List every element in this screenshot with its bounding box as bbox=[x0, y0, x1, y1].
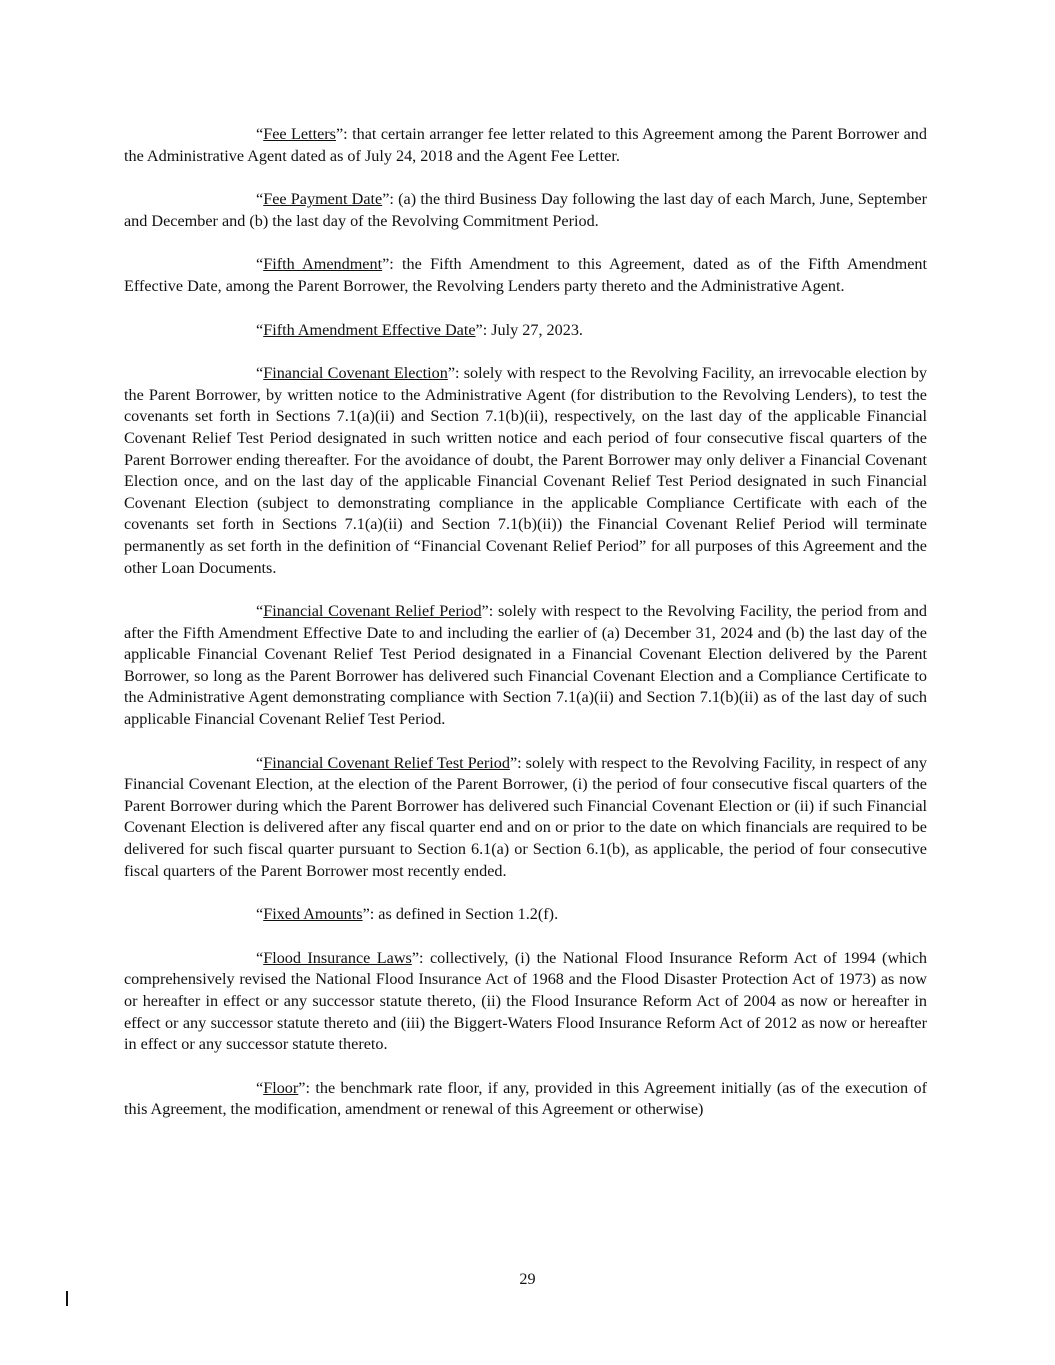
definition-floor bbox=[124, 1078, 927, 1121]
open-quote: “ bbox=[256, 190, 264, 209]
open-quote: “ bbox=[256, 364, 264, 383]
definition-text: : solely with respect to the Revolving Facility, in respect of any Financial Covenant Election, at the election of the Parent Borrower, (i) the period of four consecutive fiscal quarters of the Parent Borrower during which the Parent Borrower has delivered such Financial Covenant Election or (ii) if such Financial Covenant Election is delivered after any fiscal quarter end and on or prior to the date on which financials are required to be delivered for such fiscal quarter pursuant to Section 6.1(a) or Section 6.1(b), as applicable, the period of four consecutive fiscal quarters of the Parent Borrower most recently ended. bbox=[124, 753, 927, 880]
close-quote: ” bbox=[382, 255, 390, 274]
definition-fifth-amendment-effective-date bbox=[124, 320, 927, 342]
definition-text: : as defined in Section 1.2(f). bbox=[369, 905, 559, 924]
definition-financial-covenant-relief-test-period bbox=[124, 753, 927, 883]
defined-term: Financial Covenant Election bbox=[263, 364, 448, 383]
defined-term: Fifth Amendment Effective Date bbox=[263, 320, 476, 339]
definition-text: : the Fifth Amendment to this Agreement, dated as of the Fifth Amendment Effective Date, among the Parent Borrower, the Revolving Lenders party thereto and the Administrative Agent. bbox=[124, 255, 928, 295]
close-quote: ” bbox=[447, 364, 456, 383]
close-quote: ” bbox=[382, 190, 390, 209]
open-quote: “ bbox=[256, 948, 264, 967]
defined-term: Fee Letters bbox=[263, 125, 336, 143]
defined-term: Flood Insurance Laws bbox=[263, 948, 412, 967]
close-quote: ” bbox=[335, 125, 344, 143]
defined-term: Fee Payment Date bbox=[263, 190, 383, 209]
open-quote: “ bbox=[256, 1078, 264, 1097]
open-quote: “ bbox=[256, 125, 264, 143]
open-quote: “ bbox=[256, 320, 264, 339]
definition-text: : solely with respect to the Revolving Facility, the period from and after the Fifth Amendment Effective Date to and including the earlier of (a) December 31, 2024 and (b) the last day of the applicable Financial Covenant Relief Test Period designated in a Financial Covenant Election delivered by the Parent Borrower, so long as the Parent Borrower has delivered such Financial Covenant Election and a Compliance Certificate to the Administrative Agent demonstrating compliance with Section 7.1(a)(ii) and Section 7.1(b)(ii) as of the last day of such applicable Financial Covenant Relief Test Period. bbox=[124, 602, 928, 729]
defined-term: Floor bbox=[263, 1078, 299, 1097]
definition-text: : that certain arranger fee letter related to this Agreement among the Parent Borrower and the Administrative Agent dated as of July 24, 2018 and the Agent Fee Letter. bbox=[124, 125, 927, 165]
definition-text: : the benchmark rate floor, if any, provided in this Agreement initially (as of the execution of this Agreement, the modification, amendment or renewal of this Agreement or otherwise) bbox=[124, 1078, 927, 1119]
definition-financial-covenant-election bbox=[124, 363, 927, 579]
page-number: 29 bbox=[519, 1270, 536, 1288]
definition-fifth-amendment bbox=[124, 254, 927, 297]
defined-term: Financial Covenant Relief Period bbox=[263, 602, 482, 621]
definition-text: : collectively, (i) the National Flood Insurance Reform Act of 1994 (which comprehensively revised the National Flood Insurance Act of 1968 and the Flood Disaster Protection Act of 1973) as now or hereafter in effect or any successor statute thereto, (ii) the Flood Insurance Reform Act of 2004 as now or hereafter in effect or any successor statute thereto and (iii) the Biggert-Waters Flood Insurance Reform Act of 2012 as now or hereafter in effect or any successor statute thereto. bbox=[124, 948, 928, 1054]
open-quote: “ bbox=[256, 753, 264, 772]
definition-flood-insurance-laws bbox=[124, 948, 927, 1056]
defined-term: Fixed Amounts bbox=[263, 905, 363, 924]
close-quote: ” bbox=[298, 1078, 306, 1097]
defined-term: Fifth Amendment bbox=[263, 255, 383, 274]
definition-financial-covenant-relief-period bbox=[124, 601, 927, 731]
close-quote: ” bbox=[509, 753, 518, 772]
close-quote: ” bbox=[362, 905, 370, 924]
close-quote: ” bbox=[411, 948, 420, 967]
definition-fee-letters bbox=[124, 124, 927, 167]
close-quote: ” bbox=[475, 320, 483, 339]
definition-text: : July 27, 2023. bbox=[482, 320, 583, 339]
open-quote: “ bbox=[256, 255, 264, 274]
definition-text: : solely with respect to the Revolving Facility, an irrevocable election by the Parent Borrower, by written notice to the Administrative Agent (for distribution to the Revolving Lenders), to test the covenants set forth in Sections 7.1(a)(ii) and Section 7.1(b)(ii), respectively, on the last day of the applicable Financial Covenant Relief Test Period designated in such written notice and each period of four consecutive fiscal quarters of the Parent Borrower ending thereafter. For the avoidance of doubt, the Parent Borrower may only deliver a Financial Covenant Election once, and on the last day of the applicable Financial Covenant Relief Test Period designated in such Financial Covenant Election (subject to demonstrating compliance in the applicable Compliance Certificate with each of the covenants set forth in Sections 7.1(a)(ii) and Section 7.1(b)(ii)) the Financial Covenant Relief Period will terminate permanently as set forth in the definition of “Financial Covenant Relief Period” for all purposes of this Agreement and the other Loan Documents. bbox=[124, 364, 927, 577]
close-quote: ” bbox=[481, 602, 489, 621]
definition-fixed-amounts bbox=[124, 904, 927, 926]
open-quote: “ bbox=[256, 602, 264, 621]
definition-fee-payment-date bbox=[124, 189, 927, 232]
open-quote: “ bbox=[256, 905, 264, 924]
defined-term: Financial Covenant Relief Test Period bbox=[263, 753, 510, 772]
revision-bar bbox=[66, 1291, 68, 1306]
document-body bbox=[124, 124, 927, 1143]
definition-text: : (a) the third Business Day following the last day of each March, June, September and December and (b) the last day of the Revolving Commitment Period. bbox=[124, 190, 927, 230]
